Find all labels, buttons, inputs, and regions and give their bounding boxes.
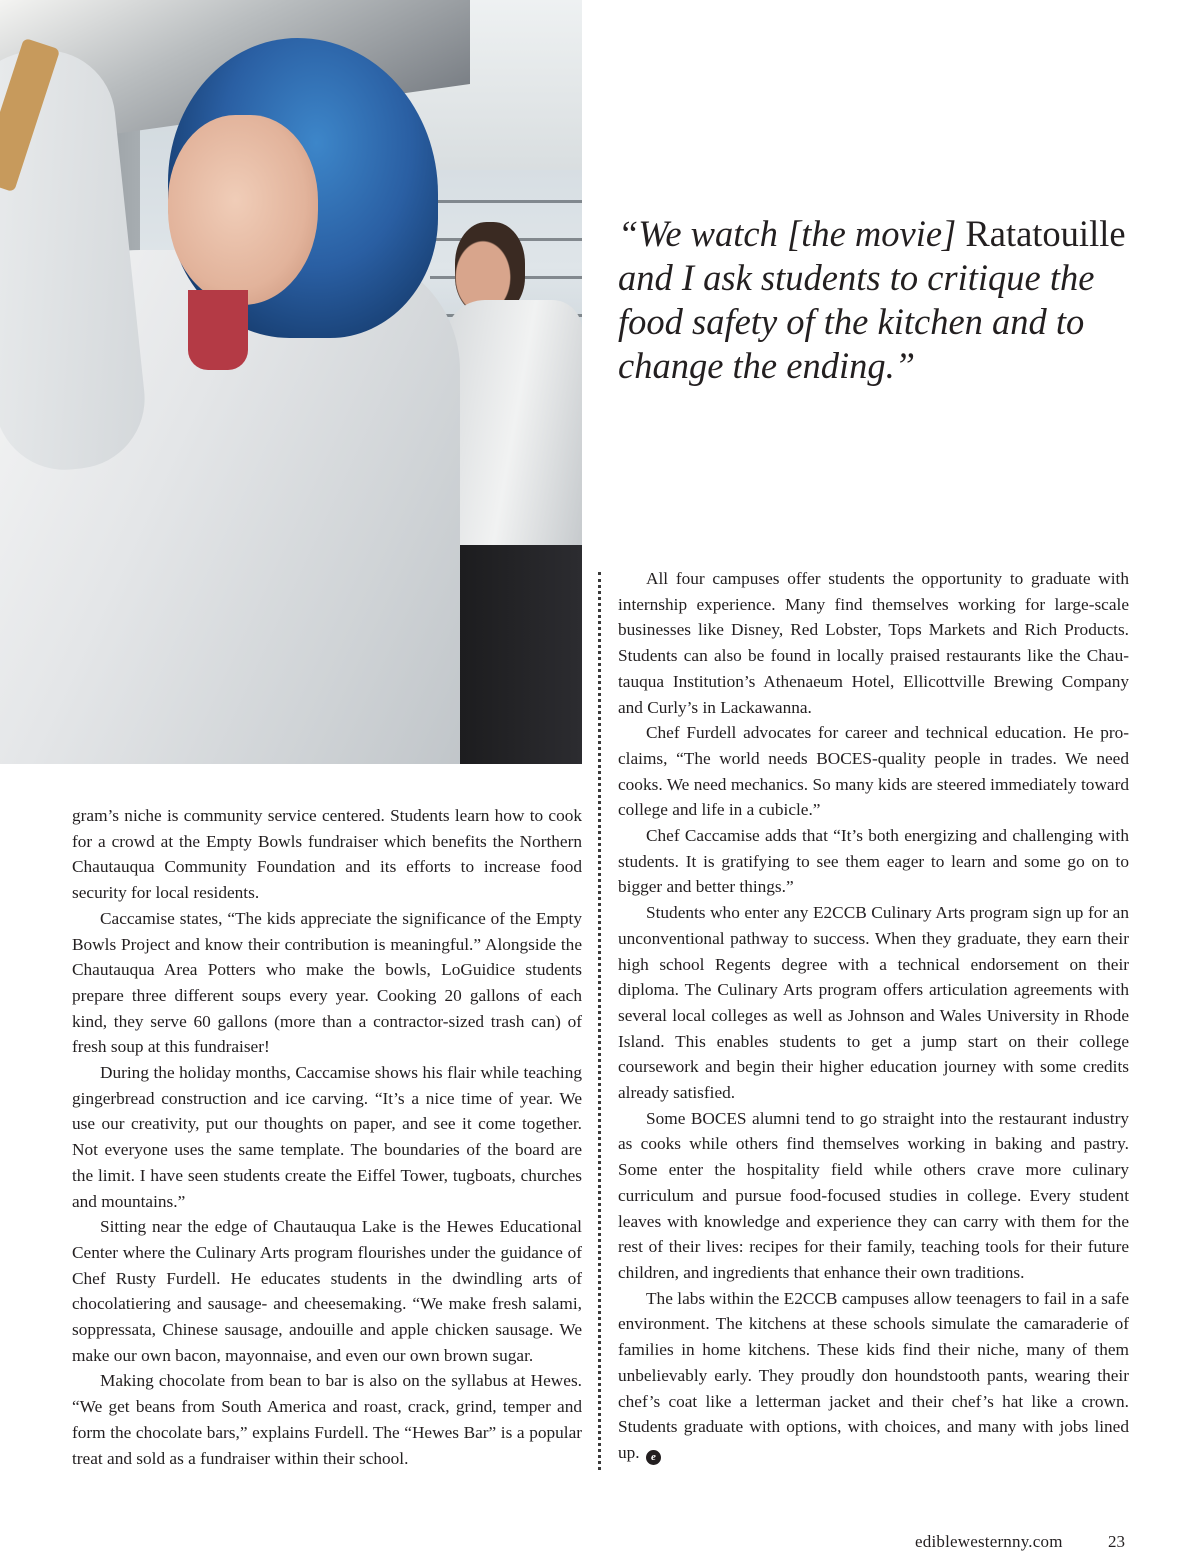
paragraph: Sitting near the edge of Chautauqua Lake is the Hewes Educational Center where the Culinary Arts program flourishes under the guidance of Chef Rusty Furdell. He educates students in the dwindling arts of chocolatiering and sausage- and cheesemaking. “We make fresh salami, soppressata, Chinese sausage, andouille and apple chicken sausage. We make our own bacon, mayonnaise, and even our own brown sugar. [72,1217,582,1365]
paragraph: Students who enter any E2CCB Culinary Arts program sign up for an unconventional pathway to success. When they graduate, they earn their high school Regents degree with a technical endorsement on their diploma. The Culinary Arts program offers articulation agreements with several local colleges as well as Johnson and Wales University in Rhode Island. This enables students to get a jump start on their college coursework and begin their higher education journey with some credits already satisfied. [618,903,1129,1103]
edible-end-mark-icon: e [646,1450,661,1465]
paragraph-last [618,1286,1129,1466]
pull-quote-part2: and I ask students to critique the food safety of the kitchen and to change the ending.” [618,257,1095,386]
pull-quote-part1: “We watch [the movie] [618,213,966,254]
pull-quote [618,212,1158,388]
column-divider [598,572,601,1470]
paragraph: All four campuses offer students the opportunity to graduate with internship experience. Many find themselves working for large-scale businesses like Disney, Red Lobster, Tops Markets and Rich Products. Students can also be found in locally praised restaurants like the Chautauqua Institution’s Athenaeum Hotel, Ellicottville Brewing Company and Curly’s in Lackawanna. [618,569,1129,717]
left-column [72,803,582,1471]
paragraph: gram’s niche is community service centered. Students learn how to cook for a crowd at the Empty Bowls fundraiser which benefits the Northern Chautauqua Community Foundation and its efforts to increase food security for local residents. [72,806,582,903]
page-number: 23 [1108,1532,1125,1551]
paragraph: During the holiday months, Caccamise shows his flair while teaching gingerbread construction and ice carving. “It’s a nice time of year. We use our creativity, put our thoughts on paper, and see it come together. Not everyone uses the same template. The boundaries of the board are the limit. I have seen students create the Eiffel Tower, tugboats, churches and mountains.” [72,1063,582,1211]
pull-quote-film-title: Ratatouille [965,213,1126,254]
student-collar [188,290,248,370]
paragraph: Caccamise states, “The kids appreciate the significance of the Empty Bowls Project and know their contribution is meaningful.” Alongside the Chautauqua Area Potters who make the bowls, LoGuidice students prepare three different soups every year. Cooking 20 gallons of each kind, they serve 60 gallons (more than a contractor-sized trash can) of fresh soup at this fundraiser! [72,908,582,1057]
student-face [168,115,318,305]
paragraph: Chef Furdell advocates for career and technical education. He proclaims, “The world needs BOCES-quality people in trades. We need cooks. We need mechanics. So many kids are steered immediately toward college and life in a cubicle.” [618,723,1129,820]
paragraph: Some BOCES alumni tend to go straight into the restaurant industry as cooks while others find themselves working in baking and pastry. Some enter the hospitality field while others crave more culinary curriculum and pursue food-focused studies in college. Every student leaves with knowledge and experience they can carry with them for the rest of their lives: recipes for their family, teaching tools for their future children, and ingredients that enhance their own traditions. [618,1108,1129,1282]
paragraph: Making chocolate from bean to bar is also on the syllabus at Hewes. “We get beans from South America and roast, crack, grind, temper and form the chocolate bars,” explains Furdell. The “Hewes Bar” is a popular treat and sold as a fundraiser within their school. [72,1371,582,1468]
background-student-pants [448,545,582,764]
paragraph-last-text: The labs within the E2CCB campuses allow teenagers to fail in a safe environment. The kitchens at these schools simulate the camaraderie of families in home kitchens. These kids find their niche, many of them unbelievably early. They proudly don houndstooth pants, wearing their chef’s coat like a letterman jacket and their chef’s hat like a crown. Students graduate with options, with choices, and many with jobs lined up. [618,1288,1129,1462]
footer-website: ediblewesternny.com [915,1532,1063,1551]
right-column [618,566,1129,1466]
kitchen-photo [0,0,582,764]
background-student-coat [445,300,582,560]
paragraph: Chef Caccamise adds that “It’s both energizing and challenging with students. It is gratifying to see them eager to learn and some go on to bigger and better things.” [618,826,1129,897]
